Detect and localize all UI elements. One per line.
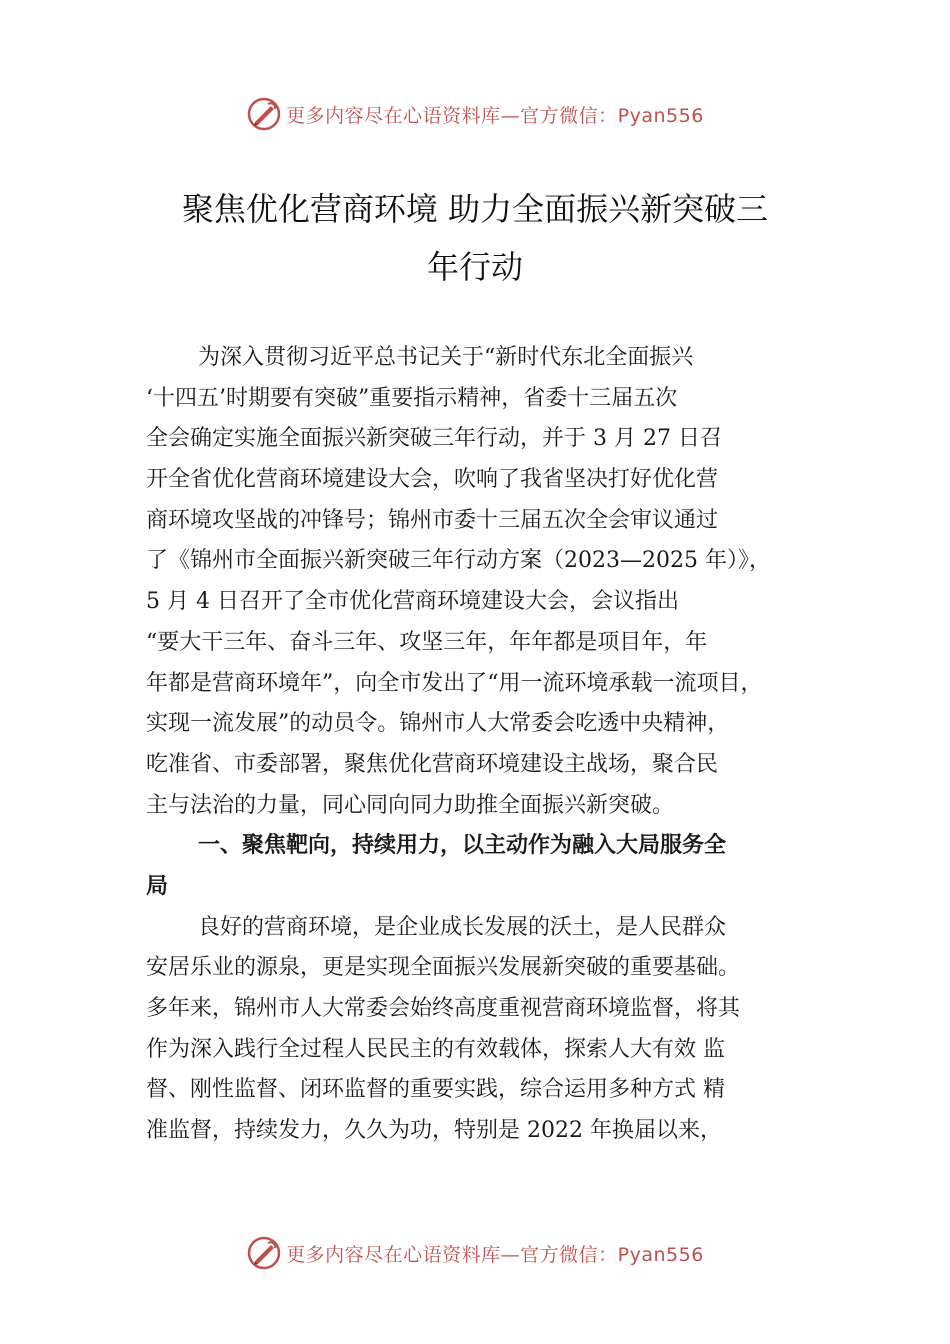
paragraph-line: 督、刚性监督、闭环监督的重要实践，综合运用多种方式 精 (146, 1077, 725, 1103)
paragraph-line: 为深入贯彻习近平总书记关于“新时代东北全面振兴 (198, 345, 694, 370)
paragraph-line: ‘十四五’时期要有突破”重要指示精神，省委十三届五次 (146, 385, 678, 411)
banner-wechat-id: Pyan556 (617, 104, 704, 127)
paragraph-2 (146, 908, 846, 1152)
paragraph-line: 安居乐业的源泉，更是实现全面振兴发展新突破的重要基础。 (146, 955, 741, 981)
paragraph-line: 作为深入践行全过程人民民主的有效载体，探索人大有效 监 (146, 1036, 725, 1062)
paragraph-line: “要大干三年、奋斗三年、攻坚三年，年年都是项目年，年 (146, 629, 708, 655)
header-watermark-banner (0, 94, 950, 134)
banner-text (286, 101, 704, 128)
section-heading-1 (146, 826, 846, 907)
footer-watermark-banner (0, 1233, 950, 1273)
document-body (146, 338, 846, 1152)
paragraph-line: 主与法治的力量，同心同向同力助推全面振兴新突破。 (146, 792, 675, 818)
paragraph-line: 5 月 4 日召开了全市优化营商环境建设大会，会议指出 (146, 589, 679, 615)
paragraph-line: 吃准省、市委部署，聚焦优化营商环境建设主战场，聚合民 (146, 751, 719, 777)
paragraph-line: 多年来，锦州市人大常委会始终高度重视营商环境监督，将其 (146, 996, 741, 1021)
paragraph-line: 年都是营商环境年”，向全市发出了“用一流环境承载一流项目， (146, 670, 763, 696)
pen-logo-icon (246, 1235, 282, 1271)
heading-line: 一、聚焦靶向，持续用力，以主动作为融入大局服务全 (198, 833, 727, 859)
paragraph-1 (146, 338, 846, 826)
title-line-1: 聚焦优化营商环境 助力全面振兴新突破三 (181, 190, 769, 228)
banner-text (286, 1240, 704, 1267)
paragraph-line: 商环境攻坚战的冲锋号；锦州市委十三届五次全会审议通过 (146, 507, 719, 533)
paragraph-line: 实现一流发展”的动员令。锦州市人大常委会吃透中央精神， (146, 711, 730, 737)
document-title (120, 180, 830, 296)
banner-promo-text: 更多内容尽在心语资料库—官方微信： (286, 1243, 618, 1266)
pen-logo-icon (246, 96, 282, 132)
paragraph-line: 准监督，持续发力，久久为功，特别是 2022 年换届以来， (146, 1118, 722, 1144)
paragraph-line: 开全省优化营商环境建设大会，吹响了我省坚决打好优化营 (146, 467, 719, 493)
paragraph-line: 了《锦州市全面振兴新突破三年行动方案（2023—2025 年）》， (146, 548, 771, 574)
banner-promo-text: 更多内容尽在心语资料库—官方微信： (286, 104, 618, 127)
paragraph-line: 全会确定实施全面振兴新突破三年行动，并于 3 月 27 日召 (146, 426, 722, 452)
heading-line: 局 (146, 873, 169, 899)
title-line-2: 年行动 (426, 248, 523, 286)
banner-wechat-id: Pyan556 (617, 1243, 704, 1266)
paragraph-line: 良好的营商环境，是企业成长发展的沃土，是人民群众 (198, 914, 727, 940)
